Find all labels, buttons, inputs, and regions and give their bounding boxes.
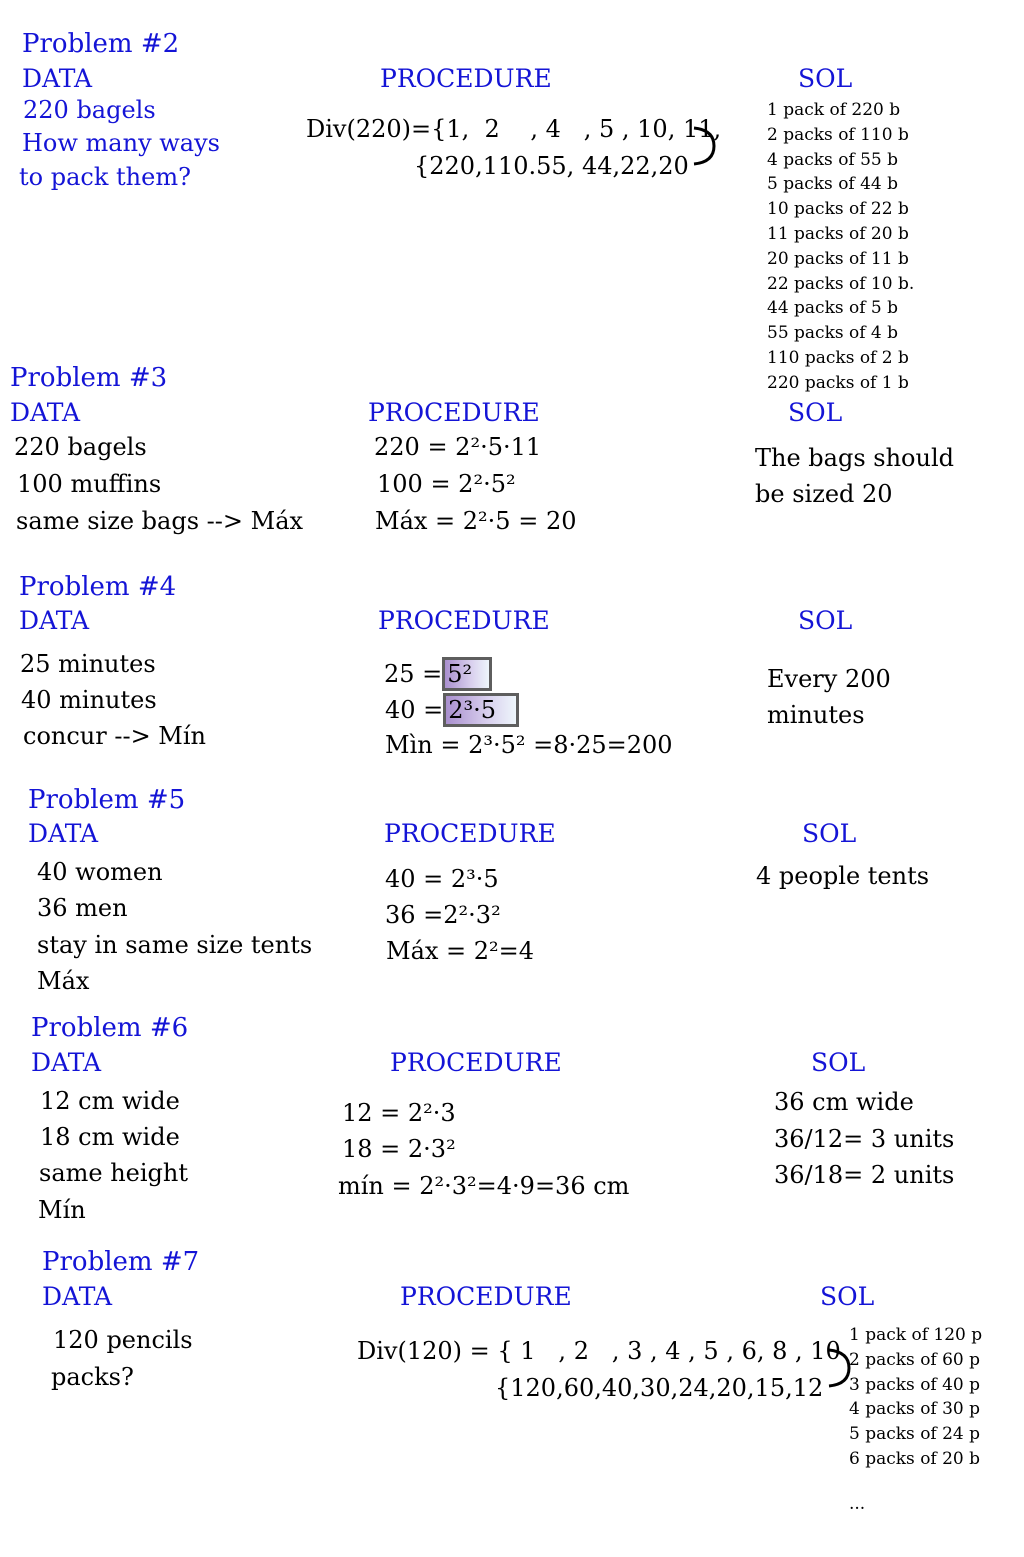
sol-list-item: 44 packs of 5 b <box>767 298 899 319</box>
problem-6-data-line: same height <box>39 1159 189 1187</box>
problem-7-data-label: DATA <box>42 1282 113 1311</box>
problem-4-sol-label: SOL <box>798 606 853 635</box>
sol-list-item: 11 packs of 20 b <box>767 223 909 244</box>
sol-list-item: 2 packs of 60 p <box>849 1349 981 1370</box>
problem-3-procedure-label: PROCEDURE <box>368 398 540 427</box>
sol-list-item: 220 packs of 1 b <box>767 372 909 393</box>
highlight-box: 5² <box>442 657 492 691</box>
sol-list-item: 4 packs of 55 b <box>767 149 899 170</box>
problem-4-procedure-line: Mìn = 2³·5² =8·25=200 <box>385 731 673 759</box>
problem-7-data-line: packs? <box>51 1363 134 1391</box>
problem-7-data-line: 120 pencils <box>53 1326 193 1354</box>
sol-list-item: 2 packs of 110 b <box>767 124 909 145</box>
sol-list-item: 55 packs of 4 b <box>767 323 899 344</box>
problem-4-data-line: 40 minutes <box>21 686 157 714</box>
problem-6-data-line: Mín <box>38 1196 86 1224</box>
problem-5-data-line: 36 men <box>37 894 128 922</box>
problem-4-data-label: DATA <box>19 606 90 635</box>
problem-7-divisors-line: {120,60,40,30,24,20,15,12 <box>495 1374 824 1402</box>
problem-5-data-line: stay in same size tents <box>37 931 313 959</box>
problem-2-data-line: How many ways <box>22 129 220 157</box>
problem-4-title: Problem #4 <box>19 572 177 602</box>
sol-list-item: 5 packs of 24 p <box>849 1424 981 1445</box>
highlight-box: 2³·5 <box>443 693 519 727</box>
problem-6-procedure-line: mín = 2²·3²=4·9=36 cm <box>338 1172 630 1200</box>
problem-7-procedure-label: PROCEDURE <box>400 1282 572 1311</box>
problem-3-data-line: 220 bagels <box>14 433 147 461</box>
problem-6-data-label: DATA <box>31 1048 102 1077</box>
problem-4-sol-line: minutes <box>767 701 865 729</box>
problem-3-procedure-line: 100 = 2²·5² <box>377 470 516 498</box>
sol-list-item: 22 packs of 10 b. <box>767 273 915 294</box>
problem-5-title: Problem #5 <box>28 785 186 815</box>
sol-list-item: 5 packs of 44 b <box>767 174 899 195</box>
problem-3-procedure-line: Máx = 2²·5 = 20 <box>375 507 577 535</box>
sol-list-item: 1 pack of 220 b <box>767 100 901 120</box>
problem-6-procedure-label: PROCEDURE <box>390 1048 562 1077</box>
problem-4-data-line: concur --> Mín <box>23 722 207 750</box>
brace-icon <box>690 124 720 170</box>
problem-4-procedure-line <box>384 657 492 691</box>
problem-3-sol-line: be sized 20 <box>755 480 893 508</box>
problem-7-sol-ellipsis: ... <box>849 1494 866 1514</box>
problem-7-sol-list <box>849 1325 982 1474</box>
problem-3-data-label: DATA <box>10 398 81 427</box>
sol-list-item: 1 pack of 120 p <box>849 1325 983 1345</box>
problem-2-procedure-label: PROCEDURE <box>380 64 552 93</box>
sol-list-item: 4 packs of 30 p <box>849 1399 981 1420</box>
sol-list-item: 6 packs of 20 b <box>849 1448 981 1469</box>
problem-7-sol-label: SOL <box>820 1282 875 1311</box>
sol-list-item: 20 packs of 11 b <box>767 248 909 269</box>
problem-4-procedure-label: PROCEDURE <box>378 606 550 635</box>
problem-6-procedure-line: 12 = 2²·3 <box>342 1099 456 1127</box>
problem-5-procedure-line: 36 =2²·3² <box>385 901 501 929</box>
problem-2-data-line: to pack them? <box>19 163 191 191</box>
problem-6-sol-line: 36/18= 2 units <box>774 1161 955 1189</box>
problem-2-data-line: 220 bagels <box>23 96 156 124</box>
problem-4-procedure-line <box>385 693 519 727</box>
problem-7-divisors-line: Div(120) = { 1 , 2 , 3 , 4 , 5 , 6, 8 , 10 <box>357 1337 841 1365</box>
procedure-prefix: 25 = <box>384 660 443 688</box>
problem-3-title: Problem #3 <box>10 363 168 393</box>
problem-6-title: Problem #6 <box>31 1013 189 1043</box>
problem-6-data-line: 12 cm wide <box>40 1087 180 1115</box>
problem-2-data-label: DATA <box>22 64 93 93</box>
problem-3-sol-line: The bags should <box>755 444 954 472</box>
problem-5-procedure-line: Máx = 2²=4 <box>386 937 535 965</box>
problem-5-data-label: DATA <box>28 819 99 848</box>
problem-3-sol-label: SOL <box>788 398 843 427</box>
problem-5-data-line: 40 women <box>37 858 163 886</box>
problem-5-sol-label: SOL <box>802 819 857 848</box>
problem-6-sol-line: 36 cm wide <box>774 1088 914 1116</box>
problem-5-procedure-label: PROCEDURE <box>384 819 556 848</box>
sol-list-item: 3 packs of 40 p <box>849 1374 981 1395</box>
problem-6-sol-line: 36/12= 3 units <box>774 1125 955 1153</box>
problem-3-data-line: same size bags --> Máx <box>16 507 304 535</box>
problem-2-divisors-line: Div(220)={1, 2 , 4 , 5 , 10, 11, <box>306 115 722 143</box>
problem-5-sol-line: 4 people tents <box>756 862 930 890</box>
sol-list-item: 10 packs of 22 b <box>767 199 909 220</box>
problem-3-procedure-line: 220 = 2²·5·11 <box>374 433 542 461</box>
problem-2-sol-list <box>767 100 914 398</box>
problem-2-sol-label: SOL <box>798 64 853 93</box>
problem-5-data-line: Máx <box>37 967 90 995</box>
problem-2-title: Problem #2 <box>22 29 180 59</box>
problem-2-divisors-line: {220,110.55, 44,22,20 <box>414 152 689 180</box>
problem-6-data-line: 18 cm wide <box>40 1123 180 1151</box>
problem-4-sol-line: Every 200 <box>767 665 891 693</box>
problem-6-procedure-line: 18 = 2·3² <box>342 1135 456 1163</box>
problem-6-sol-label: SOL <box>811 1048 866 1077</box>
problem-3-data-line: 100 muffins <box>17 470 162 498</box>
sol-list-item: 110 packs of 2 b <box>767 347 909 368</box>
procedure-prefix: 40 = <box>385 696 444 724</box>
problem-5-procedure-line: 40 = 2³·5 <box>385 865 499 893</box>
problem-7-title: Problem #7 <box>42 1247 200 1277</box>
problem-4-data-line: 25 minutes <box>20 650 156 678</box>
